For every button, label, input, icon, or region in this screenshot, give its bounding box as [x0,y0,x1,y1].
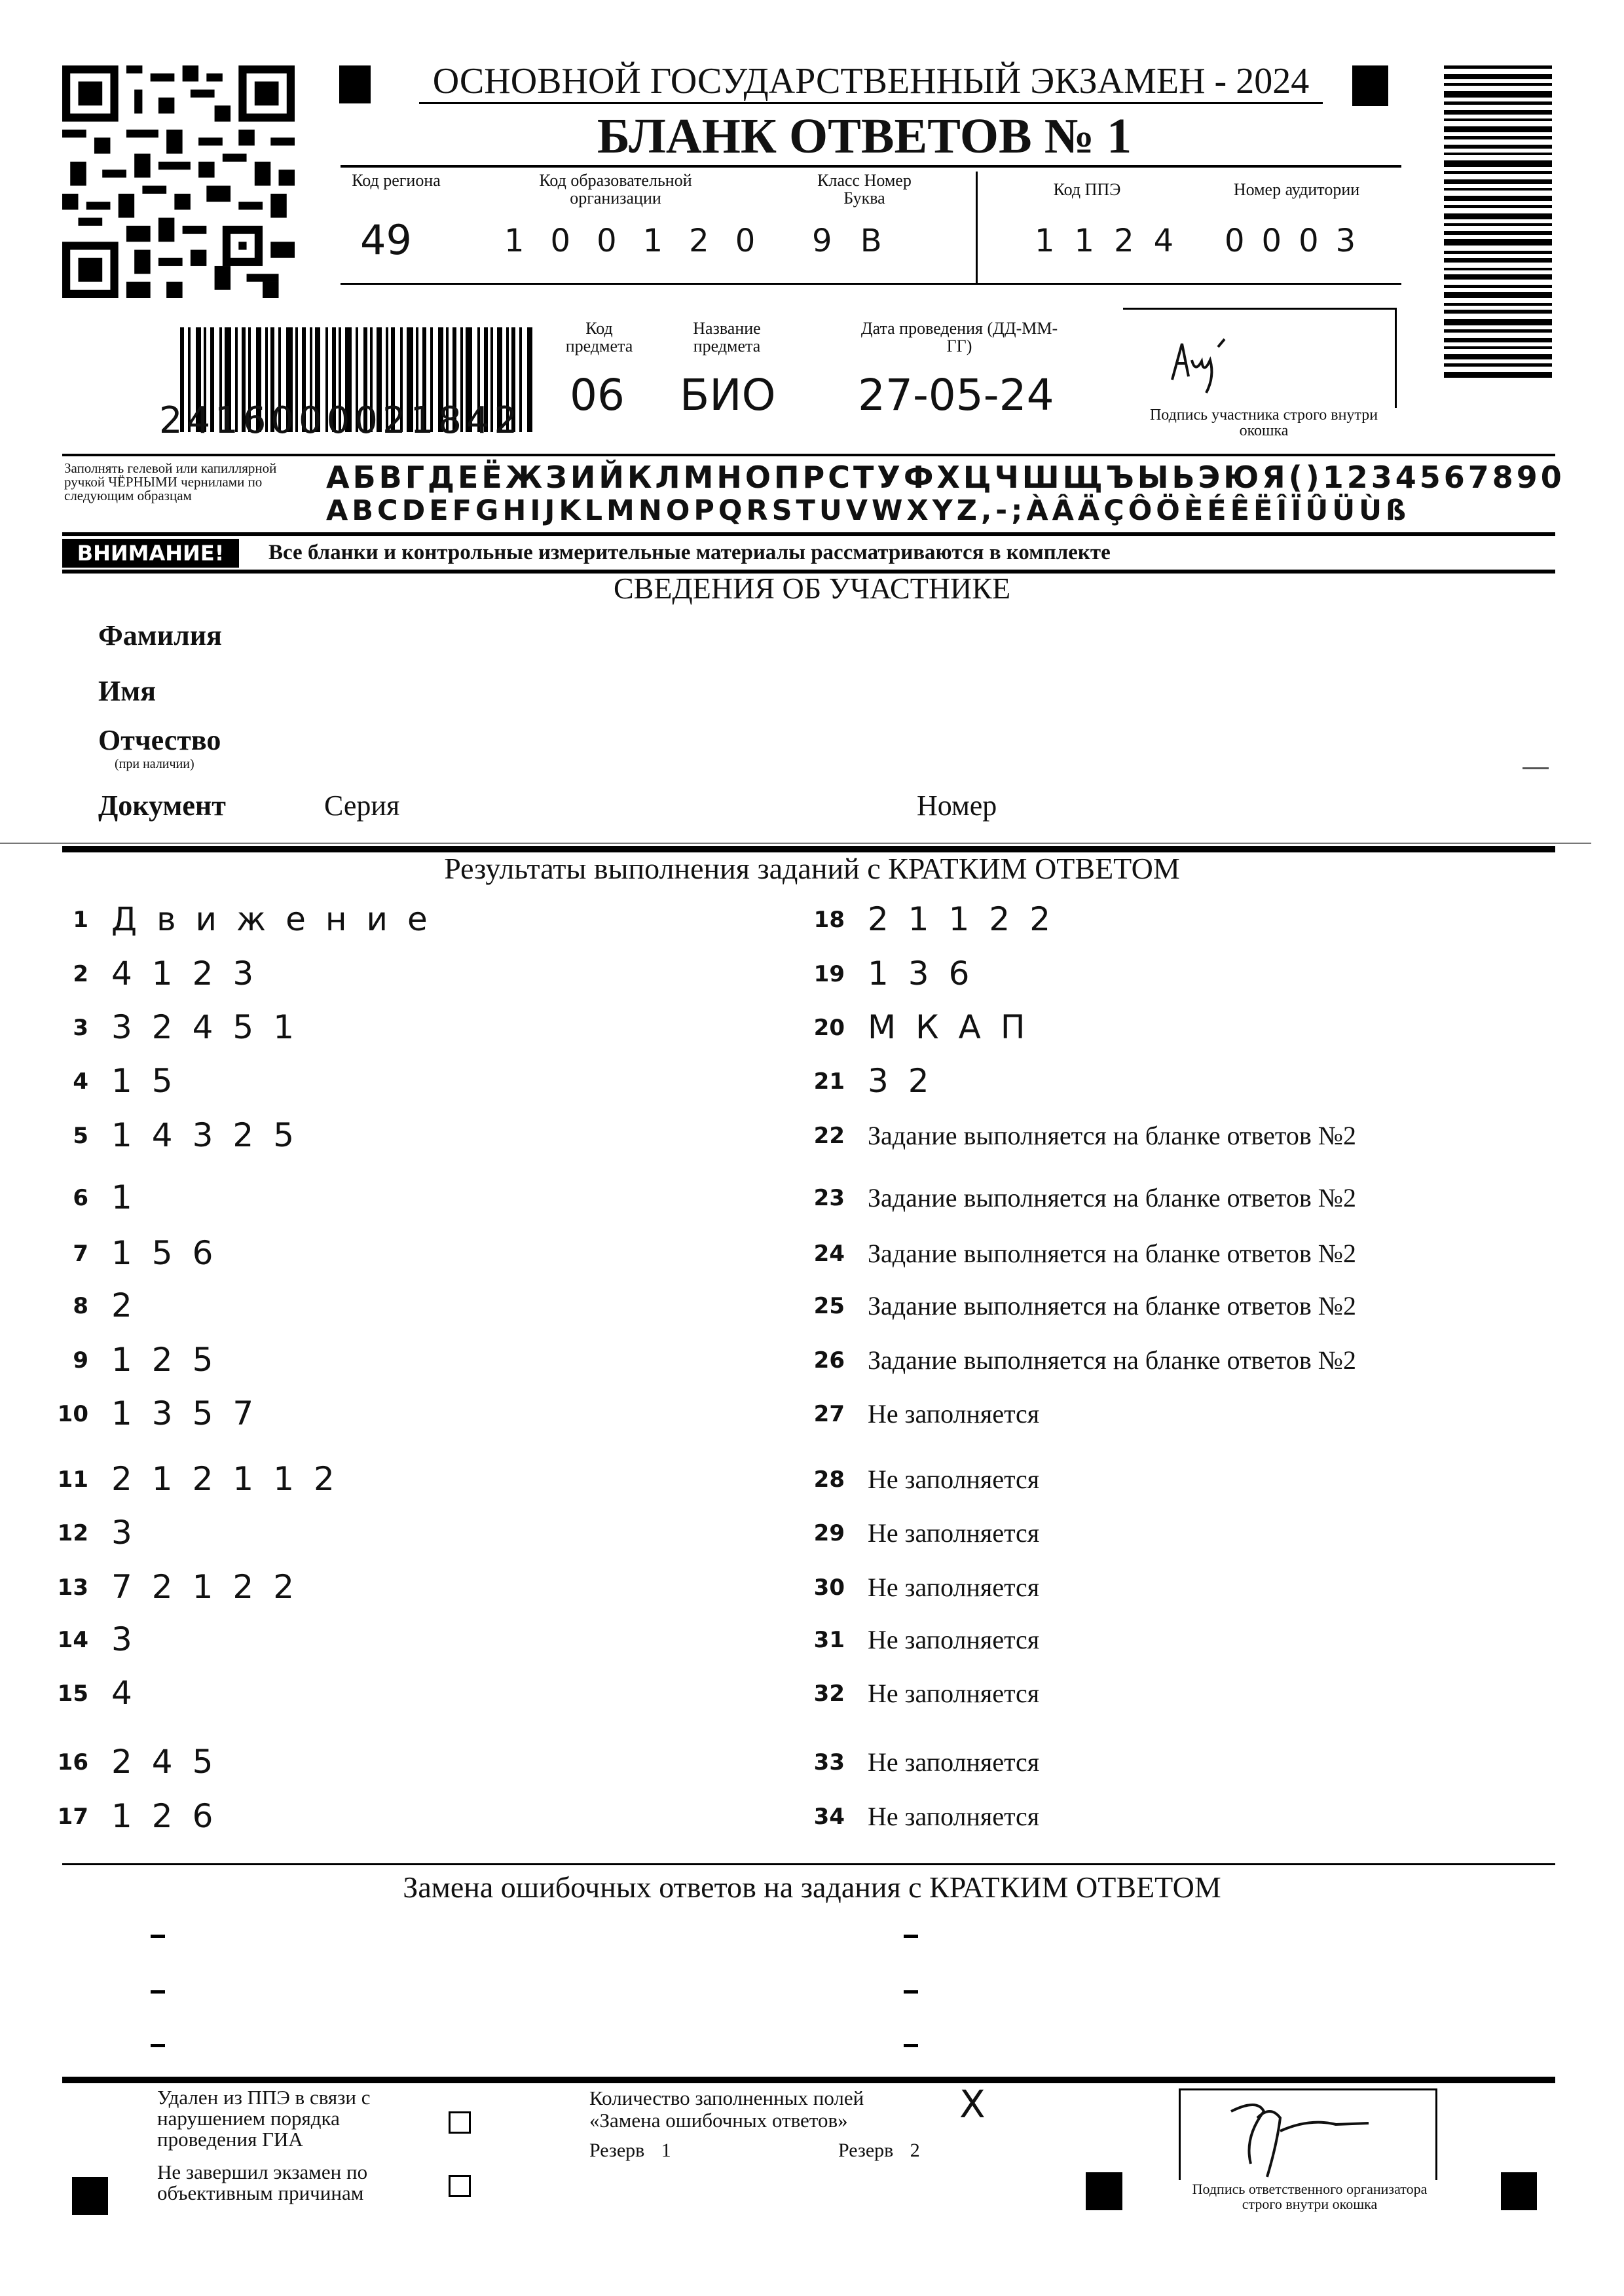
anchor-square-bottom-left [72,2177,108,2215]
subject-code-value: 06 [570,370,625,420]
ppe-code-label: Код ППЭ [1053,180,1121,199]
answer-field[interactable]: 4 [111,1674,152,1712]
anchor-square-bottom-middle [1086,2172,1122,2210]
answer-row [49,900,769,946]
task-number: 4 [73,1068,88,1095]
removed-checkbox[interactable] [449,2111,471,2134]
answer-row [49,955,769,1000]
replacement-right-3[interactable] [904,2044,918,2047]
answer-field[interactable]: 3 [111,1620,152,1658]
task-number: 6 [73,1185,88,1211]
ppe-code-value: 1124 [1035,223,1194,259]
task-number: 15 [57,1681,88,1707]
exam-title: ОСНОВНОЙ ГОСУДАРСТВЕННЫЙ ЭКЗАМЕН - 2024 [432,61,1310,101]
answer-field[interactable]: 32 [868,1062,949,1100]
task-number: 23 [813,1185,845,1211]
replacement-left-2[interactable] [151,1990,165,1994]
class-value: 9 В [812,223,891,259]
task-number: 28 [813,1467,845,1493]
replacement-count-label: Количество заполненных полей «Замена ошибочных ответов» [589,2086,864,2132]
side-barcode [1444,65,1552,378]
task-number: 14 [57,1627,88,1653]
sample-instruction: Заполнять гелевой или капиллярной ручкой ЧЁРНЫМИ чернилами по следующим образцам [64,460,277,503]
answer-row [49,1394,769,1440]
answer-row [49,1341,769,1387]
answer-row [49,1797,769,1843]
answer-row [49,1062,769,1108]
exam-date-label: Дата проведения (ДД-ММ-ГГ) [860,319,1058,355]
answer-note: Не заполняется [868,1802,1040,1831]
answer-field[interactable]: 72122 [111,1568,314,1606]
subject-code-label: Код предмета [565,319,633,355]
task-number: 2 [73,961,88,987]
answer-row [805,1062,1559,1108]
number-label: Номер [917,790,997,822]
answer-field[interactable]: 1357 [111,1394,274,1432]
answer-row [805,1743,1559,1789]
answer-note: Не заполняется [868,1465,1040,1494]
answer-row [49,1116,769,1162]
answer-row [49,1514,769,1559]
task-number: 20 [813,1015,845,1041]
task-number: 13 [57,1575,88,1601]
task-number: 30 [813,1575,845,1601]
answer-row [805,1797,1559,1843]
reserve-2-label: Резерв 2 [838,2140,920,2161]
answer-field[interactable]: 32451 [111,1008,314,1046]
answer-row [49,1743,769,1789]
answer-note: Не заполняется [868,1399,1040,1429]
answer-note: Не заполняется [868,1625,1040,1654]
answer-note: Не заполняется [868,1747,1040,1777]
answer-row [49,1234,769,1280]
answer-row [805,900,1559,946]
answer-field[interactable]: 126 [111,1797,233,1835]
attention-badge [62,539,239,568]
task-number: 18 [813,907,845,933]
answer-row [805,1460,1559,1506]
task-number: 34 [813,1804,845,1830]
attention-text: Все бланки и контрольные измерительные материалы рассматриваются в комплекте [268,541,1111,564]
anchor-square-top-left [339,65,371,103]
form-title: БЛАНК ОТВЕТОВ № 1 [597,109,1132,164]
patronymic-note: (при наличии) [115,757,194,771]
answer-field[interactable]: 156 [111,1234,233,1272]
answer-field[interactable]: 125 [111,1341,233,1379]
task-number: 9 [73,1347,88,1374]
answer-row [805,1178,1559,1224]
answer-row [49,1674,769,1720]
answer-field[interactable]: 14325 [111,1116,314,1154]
answer-row [49,1286,769,1332]
answer-row [49,1620,769,1666]
participant-signature-box[interactable] [1123,308,1397,408]
task-number: 7 [73,1241,88,1267]
replacement-right-1[interactable] [904,1935,918,1938]
answer-row [49,1178,769,1224]
participant-signature-caption: Подпись участника строго внутри окошка [1149,407,1378,439]
answer-field[interactable]: МКАП [868,1008,1045,1046]
results-section-title: Результаты выполнения заданий с КРАТКИМ ОТВЕТОМ [444,852,1180,885]
answer-note: Не заполняется [868,1518,1040,1548]
exam-date-value: 27-05-24 [858,370,1054,420]
not-finished-label: Не завершил экзамен по объективным причинам [157,2160,368,2204]
answer-row [805,1008,1559,1054]
room-number-label: Номер аудитории [1233,180,1360,199]
task-number: 19 [813,961,845,987]
patronymic-label: Отчество [98,724,221,756]
surname-label: Фамилия [98,619,222,651]
task-number: 24 [813,1241,845,1267]
name-label: Имя [98,675,156,707]
task-number: 3 [73,1015,88,1041]
task-number: 17 [57,1804,88,1830]
answer-row [805,1674,1559,1720]
sample-row-latin: ABCDEFGHIJKLMNOPQRSTUVWXYZ,-;ÀÂÄÇÔÖÈÉÊËÎÏÛÜÙß [326,494,1411,527]
participant-section-title: СВЕДЕНИЯ ОБ УЧАСТНИКЕ [613,572,1011,605]
answer-note: Задание выполняется на бланке ответов №2 [868,1183,1356,1212]
barcode-number: 2416000021842 [158,399,523,442]
replacement-left-1[interactable] [151,1935,165,1938]
answer-row [805,955,1559,1000]
not-finished-checkbox[interactable] [449,2175,471,2197]
answer-field[interactable]: 1 [111,1178,152,1216]
answer-row [805,1568,1559,1614]
attention-label: ВНИМАНИЕ! [77,541,225,566]
replacement-left-3[interactable] [151,2044,165,2047]
answer-row [805,1514,1559,1559]
room-number-value: 0003 [1225,223,1373,259]
task-number: 31 [813,1627,845,1653]
organizer-signature-caption: Подпись ответственного организатора строго внутри окошка [1192,2181,1428,2212]
answer-field[interactable]: 245 [111,1743,233,1781]
subject-name-value: БИО [680,370,776,420]
removed-label: Удален из ППЭ в связи с нарушением порядка проведения ГИА [157,2086,371,2151]
answer-field[interactable]: 15 [111,1062,193,1100]
answer-note: Не заполняется [868,1573,1040,1602]
answer-note: Не заполняется [868,1679,1040,1708]
answer-row [805,1341,1559,1387]
answer-row [805,1286,1559,1332]
replacement-right-2[interactable] [904,1990,918,1994]
answer-row [49,1568,769,1614]
task-number: 10 [57,1401,88,1427]
answer-row [49,1008,769,1054]
answer-note: Задание выполняется на бланке ответов №2 [868,1345,1356,1375]
answer-row [805,1116,1559,1162]
task-number: 21 [813,1068,845,1095]
subject-name-label: Название предмета [693,319,761,355]
answer-field[interactable]: 21122 [868,900,1071,938]
task-number: 27 [813,1401,845,1427]
task-number: 26 [813,1347,845,1374]
task-number: 12 [57,1520,88,1546]
org-code-label: Код образовательной организации [539,171,692,208]
task-number: 25 [813,1293,845,1319]
region-code-value: 49 [360,216,412,264]
organizer-signature [1218,2092,1375,2183]
task-number: 22 [813,1123,845,1149]
answer-note: Задание выполняется на бланке ответов №2 [868,1291,1356,1321]
task-number: 32 [813,1681,845,1707]
participant-signature [1166,334,1251,399]
replacement-count-value: X [959,2082,986,2126]
answer-field[interactable]: 4123 [111,955,274,993]
sample-row-cyrillic: АБВГДЕЁЖЗИЙКЛМНОПРСТУФХЦЧШЩЪЫЬЭЮЯ()1234567890 [326,460,1565,495]
answer-field[interactable]: 3 [111,1514,152,1552]
region-code-label: Код региона [352,171,441,190]
reserve-1-label: Резерв 1 [589,2140,671,2161]
qr-code [62,65,295,298]
answer-row [805,1394,1559,1440]
replacement-section-title: Замена ошибочных ответов на задания с КРАТКИМ ОТВЕТОМ [403,1870,1221,1904]
task-number: 5 [73,1123,88,1149]
task-number: 1 [73,907,88,933]
anchor-square-top-right [1352,65,1388,106]
task-number: 33 [813,1749,845,1776]
task-number: 8 [73,1293,88,1319]
answer-row [49,1460,769,1506]
answer-note: Задание выполняется на бланке ответов №2 [868,1239,1356,1268]
answer-field[interactable]: 136 [868,955,989,993]
answer-field[interactable]: 212112 [111,1460,354,1498]
task-number: 16 [57,1749,88,1776]
answer-note: Задание выполняется на бланке ответов №2 [868,1121,1356,1150]
class-label: Класс Номер Буква [817,171,912,208]
answer-row [805,1620,1559,1666]
anchor-square-bottom-right [1501,2172,1537,2210]
answer-row [805,1234,1559,1280]
task-number: 11 [57,1467,88,1493]
series-label: Серия [324,790,400,822]
answer-field[interactable]: Движение [111,900,447,938]
org-code-value: 100120 [504,223,782,259]
document-label: Документ [98,790,226,822]
answer-field[interactable]: 2 [111,1286,152,1324]
task-number: 29 [813,1520,845,1546]
